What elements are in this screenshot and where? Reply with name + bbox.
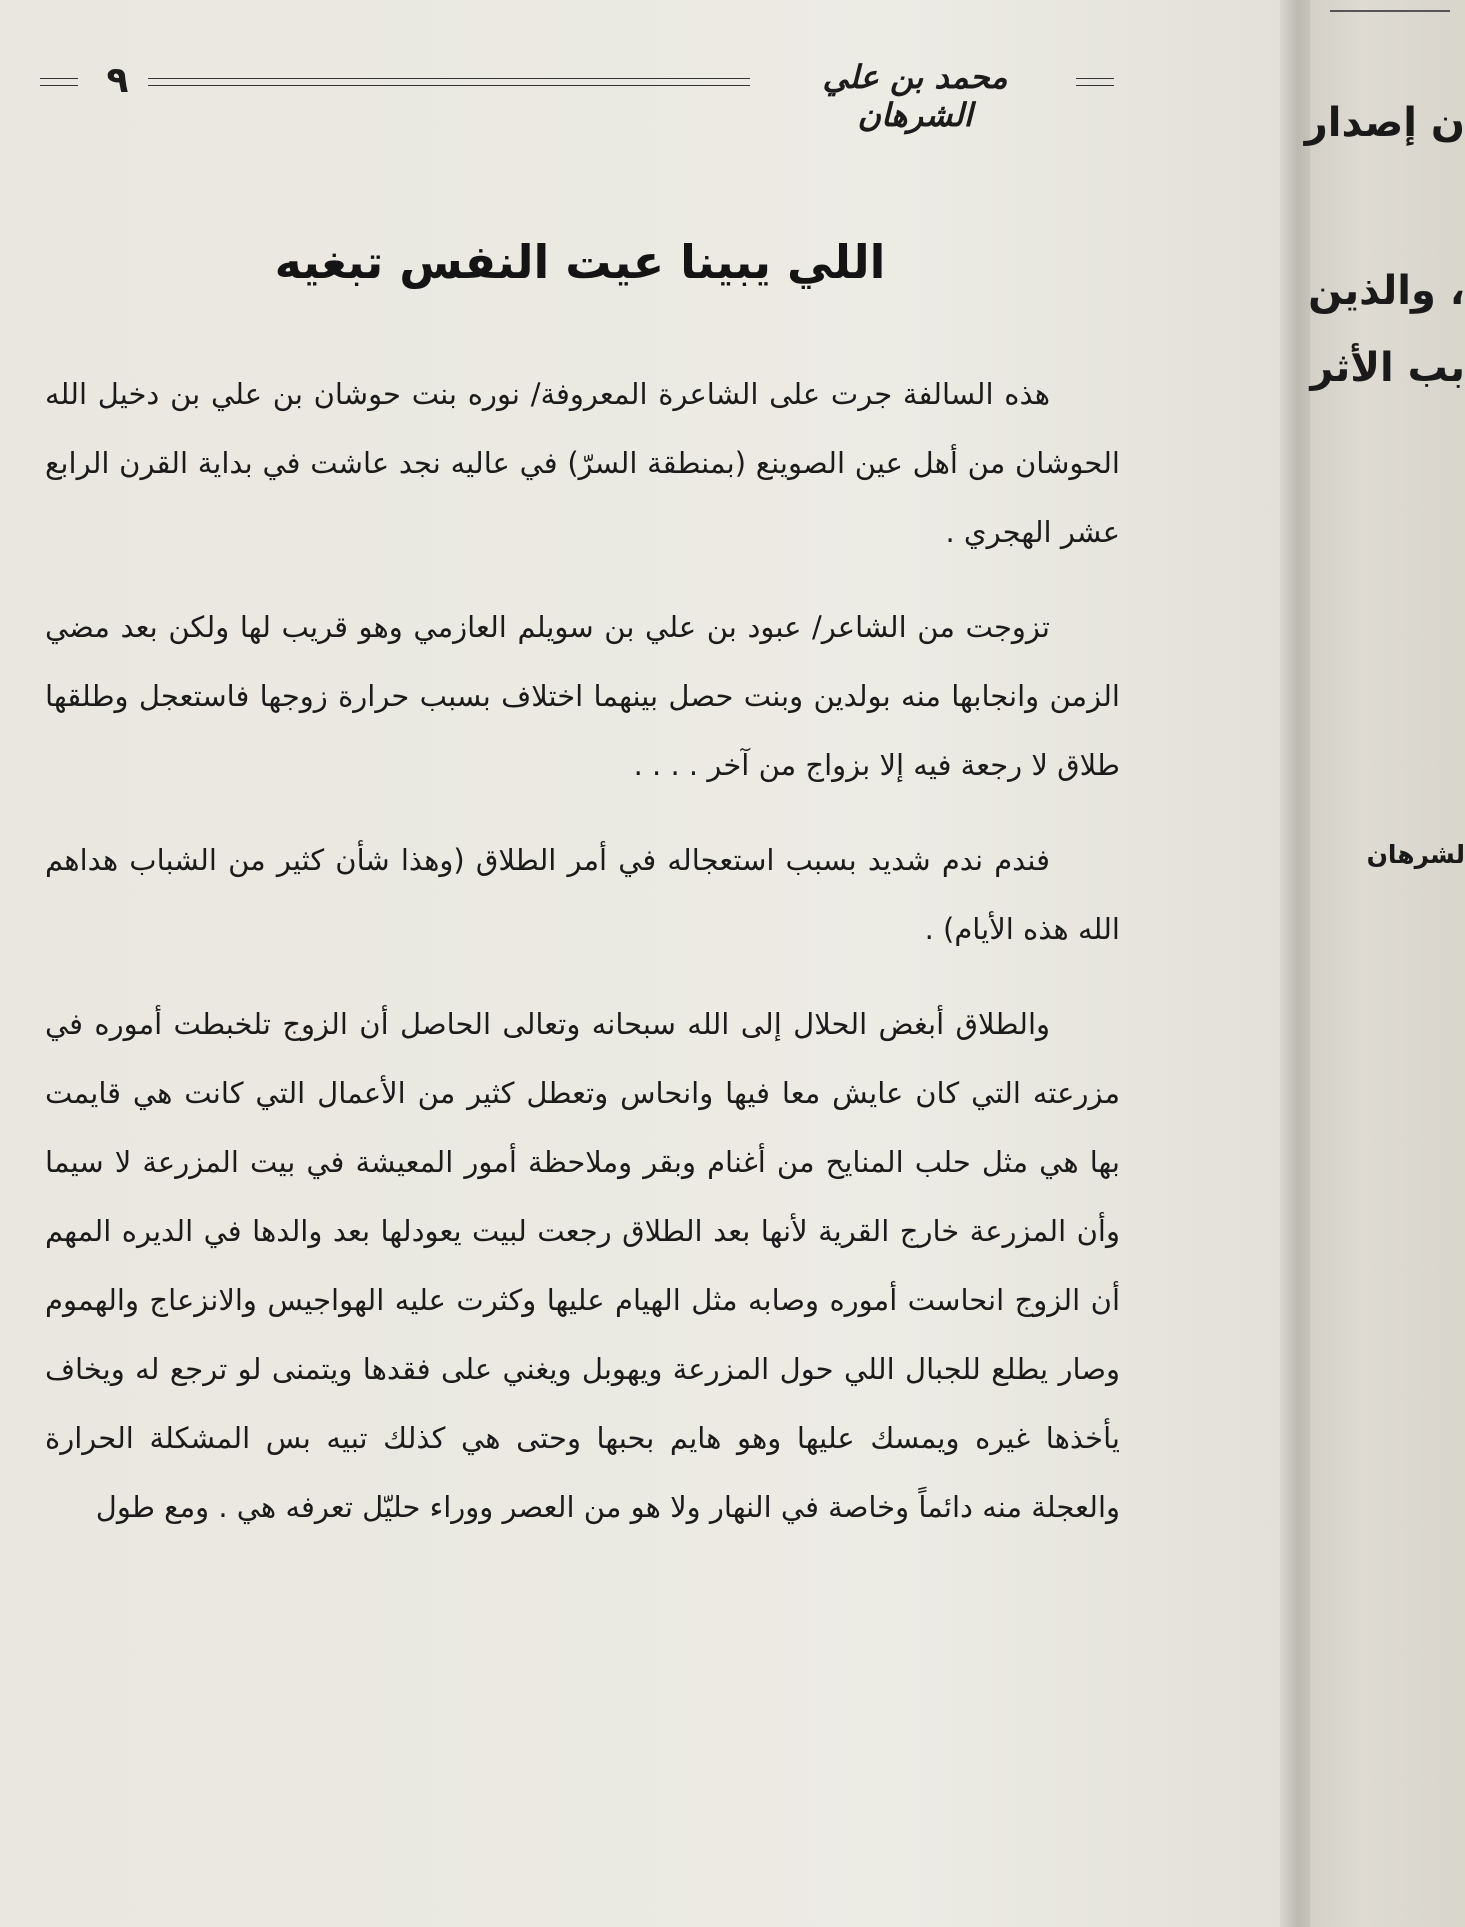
poem-title: اللي يبينا عيت النفس تبغيه <box>274 235 886 289</box>
header-rule-left <box>40 78 78 86</box>
adjacent-page-rule <box>1330 0 1450 12</box>
paragraph-1: هذه السالفة جرت على الشاعرة المعروفة/ نوره بنت حوشان بن علي بن دخيل الله الحوشان من أهل عين الصوينع (بمنطقة السرّ) في عاليه نجد عاشت في بداية القرن الرابع عشر الهجري . <box>45 377 1120 549</box>
body-text <box>45 360 1120 1542</box>
header-rule-right <box>1076 78 1114 86</box>
adjacent-line-1: ن إصدار <box>1304 100 1465 146</box>
adjacent-line-2: ، والذين <box>1308 268 1465 314</box>
paragraph-3: فندم ندم شديد بسبب استعجاله في أمر الطلاق (وهذا شأن كثير من الشباب هداهم الله هذه الأيام) . <box>45 843 1120 946</box>
paragraph-2: تزوجت من الشاعر/ عبود بن علي بن سويلم العازمي وهو قريب لها ولكن بعد مضي الزمن وانجابها منه بولدين وبنت حصل بينهما اختلاف بسبب حرارة زوجها فاستعجل وطلقها طلاق لا رجعة فيه إلا بزواج من آخر . . . . <box>45 610 1120 782</box>
adjacent-page <box>1304 0 1465 1927</box>
running-header <box>40 58 1090 134</box>
header-author: محمد بن علي الشرهان <box>822 58 1008 134</box>
adjacent-line-4: لشرهان <box>1366 840 1465 869</box>
paragraph-4: والطلاق أبغض الحلال إلى الله سبحانه وتعالى الحاصل أن الزوج تلخبطت أموره في مزرعته التي كان عايش معا فيها وانحاس وتعطل كثير من الأعمال التي كانت هي قايمت بها هي مثل حلب المنايح من أغنام وبقر وملاحظة أمور المعيشة في بيت المزرعة لا سيما وأن المزرعة خارج القرية لأنها بعد الطلاق رجعت لبيت يعودلها بعد والدها في الديره المهم أن الزوج انحاست أموره وصابه مثل الهيام عليها وكثرت عليه الهواجيس والانزعاج والهموم وصار يطلع للجبال اللي حول المزرعة ويهوبل ويغني على فقدها ويتمنى لو ترجع له ويخاف يأخذها غيره ويمسك عليها وهو هايم بحبها وحتى هي كذلك تبيه بس المشكلة الحرارة والعجلة منه دائماً وخاصة في النهار ولا هو من العصر ووراء حليّل تعرفه هي . ومع طول <box>45 1007 1120 1524</box>
page-number: ٩ <box>106 60 129 101</box>
adjacent-line-3: بب الأثر <box>1310 345 1465 391</box>
header-rule-middle <box>148 78 750 86</box>
